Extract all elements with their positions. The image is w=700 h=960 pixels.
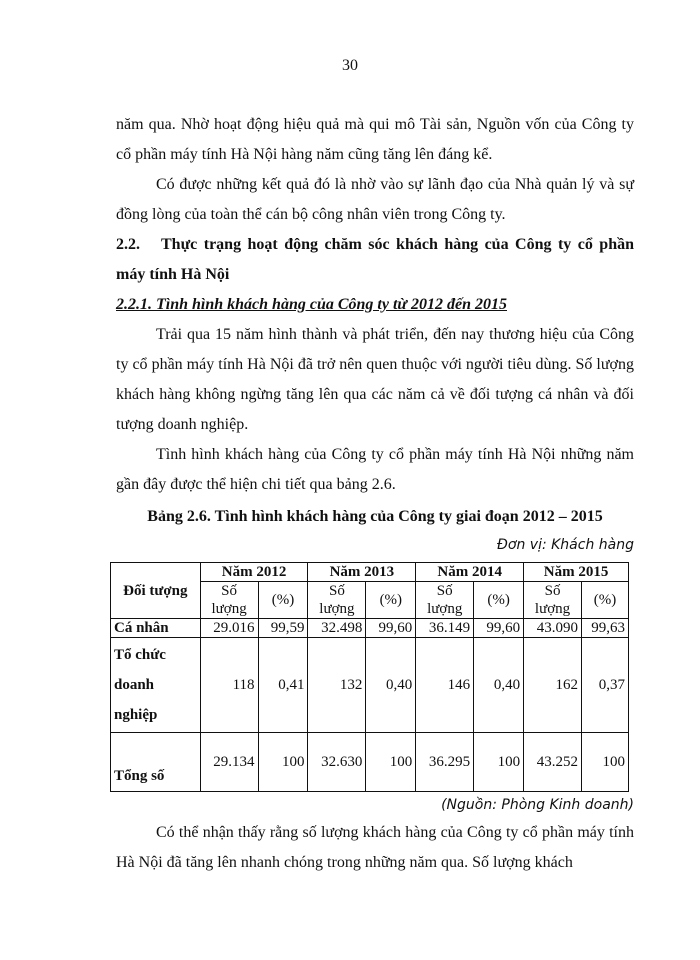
table-row xyxy=(111,638,629,733)
cell-count: 43.090 xyxy=(524,619,582,638)
cell-pct: 100 xyxy=(366,733,416,792)
table-row xyxy=(111,733,629,792)
cell-count: 29.016 xyxy=(200,619,258,638)
table-caption: Bảng 2.6. Tình hình khách hàng của Công ty giai đoạn 2012 – 2015 xyxy=(147,508,603,525)
section-number: 2.2. xyxy=(116,236,140,253)
cell-pct: 100 xyxy=(581,733,628,792)
cell-count: 118 xyxy=(200,638,258,733)
paragraph-3: Trải qua 15 năm hình thành và phát triển, đến nay thương hiệu của Công ty cổ phần máy tính Hà Nội đã trở nên quen thuộc với người tiêu dùng. Số lượng khách hàng không ngừng tăng lên qua các năm cả về đối tượng cá nhân và đối tượng doanh nghiệp. xyxy=(116,326,634,433)
table-source: (Nguồn: Phòng Kinh doanh) xyxy=(441,797,634,813)
page-content xyxy=(116,110,634,878)
paragraph-5: Có thể nhận thấy rằng số lượng khách hàng của Công ty cổ phần máy tính Hà Nội đã tăng lên nhanh chóng trong những năm qua. Số lượng khách xyxy=(116,824,634,871)
header-pct: (%) xyxy=(474,582,524,619)
page-number: 30 xyxy=(342,57,358,74)
cell-count: 29.134 xyxy=(200,733,258,792)
header-pct: (%) xyxy=(258,582,308,619)
cell-count: 32.630 xyxy=(308,733,366,792)
header-year: Năm 2015 xyxy=(524,563,629,582)
cell-pct: 100 xyxy=(258,733,308,792)
cell-pct: 99,60 xyxy=(366,619,416,638)
paragraph-2: Có được những kết quả đó là nhờ vào sự lãnh đạo của Nhà quản lý và sự đồng lòng của toàn thể cán bộ công nhân viên trong Công ty. xyxy=(116,176,634,223)
row-label: Tổ chức doanh nghiệp xyxy=(111,638,201,733)
paragraph-1: năm qua. Nhờ hoạt động hiệu quả mà qui mô Tài sản, Nguồn vốn của Công ty cổ phần máy tính Hà Nội hàng năm cũng tăng lên đáng kể. xyxy=(116,116,634,163)
cell-count: 162 xyxy=(524,638,582,733)
cell-pct: 0,41 xyxy=(258,638,308,733)
cell-pct: 0,37 xyxy=(581,638,628,733)
table-unit: Đơn vị: Khách hàng xyxy=(497,537,634,553)
customer-table xyxy=(110,562,629,792)
cell-count: 36.295 xyxy=(416,733,474,792)
header-year: Năm 2014 xyxy=(416,563,524,582)
header-count: Số lượng xyxy=(524,582,582,619)
cell-pct: 100 xyxy=(474,733,524,792)
cell-count: 146 xyxy=(416,638,474,733)
cell-pct: 99,60 xyxy=(474,619,524,638)
cell-pct: 99,59 xyxy=(258,619,308,638)
header-count: Số lượng xyxy=(416,582,474,619)
paragraph-4: Tình hình khách hàng của Công ty cổ phần máy tính Hà Nội những năm gần đây được thể hiện chi tiết qua bảng 2.6. xyxy=(116,446,634,493)
header-count: Số lượng xyxy=(200,582,258,619)
cell-pct: 0,40 xyxy=(366,638,416,733)
row-label: Tổng số xyxy=(111,733,201,792)
cell-pct: 0,40 xyxy=(474,638,524,733)
subsection-heading: 2.2.1. Tình hình khách hàng của Công ty từ 2012 đến 2015 xyxy=(116,296,507,313)
header-object: Đối tượng xyxy=(111,563,201,619)
header-pct: (%) xyxy=(366,582,416,619)
table-header-row xyxy=(111,563,629,582)
section-heading xyxy=(116,230,634,290)
header-year: Năm 2013 xyxy=(308,563,416,582)
cell-count: 36.149 xyxy=(416,619,474,638)
table-row xyxy=(111,619,629,638)
section-title: Thực trạng hoạt động chăm sóc khách hàng của Công ty cổ phần máy tính Hà Nội xyxy=(116,236,634,283)
row-label: Cá nhân xyxy=(111,619,201,638)
cell-count: 43.252 xyxy=(524,733,582,792)
cell-count: 32.498 xyxy=(308,619,366,638)
header-pct: (%) xyxy=(581,582,628,619)
header-count: Số lượng xyxy=(308,582,366,619)
cell-pct: 99,63 xyxy=(581,619,628,638)
cell-count: 132 xyxy=(308,638,366,733)
header-year: Năm 2012 xyxy=(200,563,308,582)
